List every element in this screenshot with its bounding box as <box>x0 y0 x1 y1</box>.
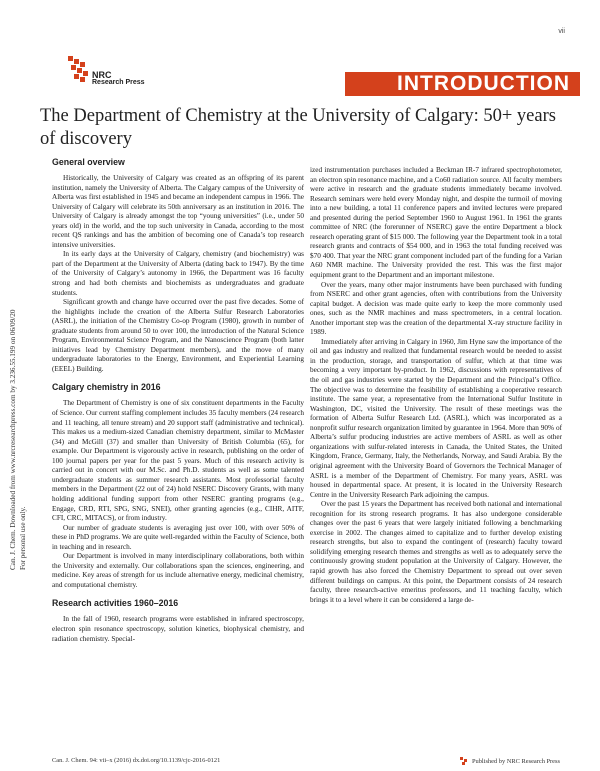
heading-research-activities: Research activities 1960–2016 <box>52 598 179 609</box>
paragraph: Over the past 15 years the Department has received both national and international recognition for its strong research programs. It has also undergone considerable changes over the past 6 years that were largely initiated following a benchmarking exercise in 2002. The changes aimed to capitalize and to further develop existing research strengths, but also to expand the contingent of (research) faculty toward solidifying emerging research themes and strengths as well as to adequately serve the continuously growing student population at the University of Calgary. However, the rapid growth has also forced the Chemistry Department to spread out over seven different buildings on campus. At this point, the Department consists of 24 research faculty, three research-active emeritus professors, and 11 teaching faculty, which brings it to a level where it can be considered a large de- <box>310 500 562 604</box>
footer-citation: Can. J. Chem. 94: vii–x (2016) dx.doi.org/10.1139/cjc-2016-0121 <box>52 757 221 764</box>
page-number: vii <box>558 28 565 35</box>
paragraph: ized instrumentation purchases included a Beckman IR-7 infrared spectrophotometer, an electron spin resonance machine, and a Co60 radiation source. All faculty members were active in research and the graduate students immediately became involved. Research seminars were held every Monday night, and despite the turmoil of moving into a new building, a total 11 conference papers and invited lectures were prepared and presented during the period September 1960 to August 1961. In 1961 the grants committee of NRC (the forerunner of NSERC) gave the entire Department a block research operating grant of $15 000. The following year the Department took in a total research grants and contracts of $54 000, and in 1963 the total funding received was $70 400. That year the NRC grant component included part of the funding for a Varian A60 NMR machine. The University provided the rest. This was the first major equipment grant to the Department and an important milestone. <box>310 166 562 280</box>
heading-calgary-chemistry-2016: Calgary chemistry in 2016 <box>52 382 161 393</box>
logo-line-1: NRC <box>92 70 112 80</box>
footer-publisher <box>460 757 560 765</box>
download-note-line-1: Can. J. Chem. Downloaded from www.nrcresearchpress.com by 3.236.55.199 on 06/09/20 <box>9 309 17 570</box>
publisher-label: Published by NRC Research Press <box>471 757 560 765</box>
paragraph: Over the years, many other major instruments have been purchased with funding from NSERC and other grant agencies, often with contributions from the University capital budget. A decision was made quite early to keep the more commonly used ones, such as the NMR machines and mass spectrometers, in a central location. Another important step was the creation of the departmental X-ray structure facility in 1989. <box>310 280 562 337</box>
paragraph: Significant growth and change have occurred over the past five decades. Some of the highlights include the creation of the Alberta Sulfur Research Laboratories (ASRL), the initiation of the Chemistry Co-op Program (1980), growth in number of graduate students from around 50 to over 100, the introduction of the Natural Science Program, Environmental Science Program, and the Nanoscience Program (both latter initiatives lead by Chemistry Department members), and the move of many undergraduate laboratories to the Energy, Environment, and Experiential Learning (EEEL) Building. <box>52 298 304 373</box>
publisher-icon <box>460 757 468 765</box>
paragraph: Our number of graduate students is averaging just over 100, with over 50% of these in PhD programs. We are quite well-regarded within the Faculty of Science, both in teaching and in research. <box>52 523 304 551</box>
left-column <box>52 157 304 644</box>
right-column <box>310 166 562 605</box>
heading-general-overview: General overview <box>52 157 125 167</box>
download-note <box>8 170 32 570</box>
paragraph: Historically, the University of Calgary was created as an offspring of its parent institution, namely the University of Alberta. The Calgary campus of the University of Alberta was first established in 1945 and became an independent campus in 1966. The University of Calgary will celebrate its 50th anniversary as an institution in 2016. The University of Calgary is already amongst the top “young universities” (i.e., under 50 years old) in the world, and the top such university in Canada, according to the most recent QS rankings and has the ambition of becoming one of Canada’s top research intensive universities. <box>52 174 304 249</box>
paragraph: The Department of Chemistry is one of six constituent departments in the Faculty of Science. Our current staffing complement includes 35 faculty members (24 research and 11 teaching, all tenure stream) and 20 support staff (administrative and technical). This makes us a medium-sized Canadian chemistry department, similar to McMaster (34) and McGill (37) and smaller than University of British Columbia (65), for example. Our Department is vigorously active in research, publishing on the order of 100 journal papers per year for the past 5 years. Much of this research activity is carried out in concert with our M.Sc. and Ph.D. students as well as some talented undergraduate students as summer research assistants. Most professorial faculty members in the Department (22 out of 24) hold NSERC Discovery Grants, with many holding additional funding support from other NSERC granting programs (e.g., Engage, CRD, RTI, SPG, SNG, SNEI), other granting agencies (e.g., CIHR, AITF, CFI, CRC, MITACS), or from industry. <box>52 399 304 523</box>
article-title: The Department of Chemistry at the University of Calgary: 50+ years of discovery <box>40 106 556 149</box>
nrc-logo-icon <box>68 56 90 84</box>
paragraph: Immediately after arriving in Calgary in 1960, Jim Hyne saw the importance of the oil and gas industry and realized that fundamental research would be needed to assist in the production, storage, and transportation of sulfur, which at that time was becoming a very important by-product. In 1962, discussions with representatives of the oil and gas industries were started by the Department and the Principal’s Office. The objective was to determine the feasibility of establishing a cooperative research institute. The same year, a representative from the International Sulfur Institute in Washington, DC, visited the University. The result of these meetings was the formation of Alberta Sulfur Research Ltd. (ASRL), which was incorporated as a nonprofit sulfur research organization limited by guarantee in 1964. More than 90% of Alberta’s sulfur producing industries are active members of ASRL as well as other organizations with sulfur-related interests in Canada, the United States, the United Kingdom, France, Germany, Italy, the Netherlands, Norway, and Saudi Arabia. By the original agreement with the University Board of Governors the Technical Manager of ASRL is a member of the Department of Chemistry. For many years, ASRL was housed in departmental space. At present, it is located in the University Research Centre in the University Research Park adjoining the campus. <box>310 337 562 499</box>
nrc-logo[interactable] <box>68 56 145 92</box>
download-note-line-2: For personal use only. <box>19 506 27 570</box>
section-banner: INTRODUCTION <box>345 72 580 96</box>
paragraph: Our Department is involved in many interdisciplinary collaborations, both within the University and externally. Our collaborations span the sciences, engineering, and medicine. Key areas of strength for us include alternative energy, medicinal chemistry, and computational chemistry. <box>52 552 304 589</box>
logo-line-2: Research Press <box>92 79 145 86</box>
paragraph: In the fall of 1960, research programs were established in infrared spectroscopy, electron spin resonance spectroscopy, solution kinetics, biophysical chemistry, and radiation chemistry. Special- <box>52 615 304 643</box>
paragraph: In its early days at the University of Calgary, chemistry (and biochemistry) was part of the Department at the University of Alberta (dating back to 1947). By the time of the University of Calgary’s autonomy in 1966, the Department was 16 faculty strong and had both chemists and biochemists as undergraduates and graduate students. <box>52 250 304 297</box>
